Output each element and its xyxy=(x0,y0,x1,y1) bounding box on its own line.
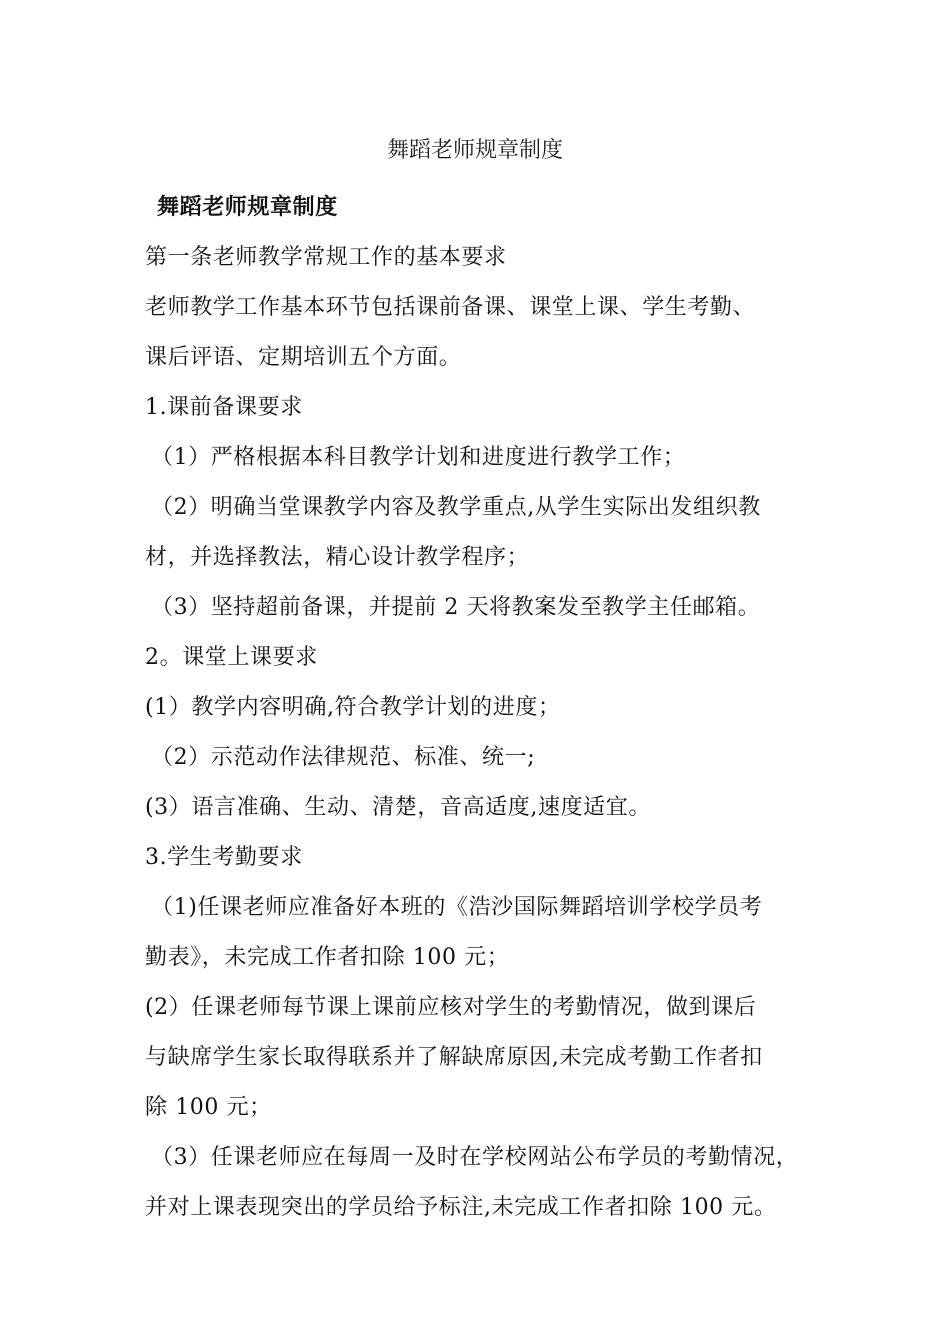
subsection-heading: 1.课前备课要求 xyxy=(145,395,303,420)
list-item: (3）语言准确、生动、清楚，音高适度,速度适宜。 xyxy=(145,795,651,820)
paragraph-line: 与缺席学生家长取得联系并了解缺席原因,未完成考勤工作者扣 xyxy=(145,1045,763,1070)
list-item: （2）明确当堂课教学内容及教学重点,从学生实际出发组织教 xyxy=(151,495,761,520)
paragraph-line: 老师教学工作基本环节包括课前备课、课堂上课、学生考勤、 xyxy=(145,295,756,320)
paragraph-line: 除 100 元； xyxy=(145,1095,272,1120)
document-title: 舞蹈老师规章制度 xyxy=(386,138,563,163)
paragraph-line: 课后评语、定期培训五个方面。 xyxy=(145,345,462,370)
list-item: （2）示范动作法律规范、标准、统一; xyxy=(151,745,536,770)
list-item: (1）教学内容明确,符合教学计划的进度； xyxy=(145,695,561,720)
list-item: （3）任课老师应在每周一及时在学校网站公布学员的考勤情况， xyxy=(151,1145,799,1170)
section-heading: 舞蹈老师规章制度 xyxy=(157,195,338,220)
paragraph-line: 材，并选择教法，精心设计教学程序； xyxy=(145,545,530,570)
list-item: （3）坚持超前备课，并提前 2 天将教案发至教学主任邮箱。 xyxy=(151,595,761,620)
subsection-heading: 2。课堂上课要求 xyxy=(145,645,318,670)
subsection-heading: 3.学生考勤要求 xyxy=(145,845,303,870)
list-item: (2）任课老师每节课上课前应核对学生的考勤情况，做到课后 xyxy=(145,995,757,1020)
paragraph-line: 勤表》，未完成工作者扣除 100 元； xyxy=(145,945,510,970)
paragraph-line: 并对上课表现突出的学员给予标注,未完成工作者扣除 100 元。 xyxy=(145,1195,777,1220)
document-body xyxy=(145,183,825,1233)
list-item: （1)任课老师应准备好本班的《浩沙国际舞蹈培训学校学员考 xyxy=(151,895,763,920)
paragraph-line: 第一条老师教学常规工作的基本要求 xyxy=(145,245,507,270)
list-item: （1）严格根据本科目教学计划和进度进行教学工作； xyxy=(151,445,686,470)
